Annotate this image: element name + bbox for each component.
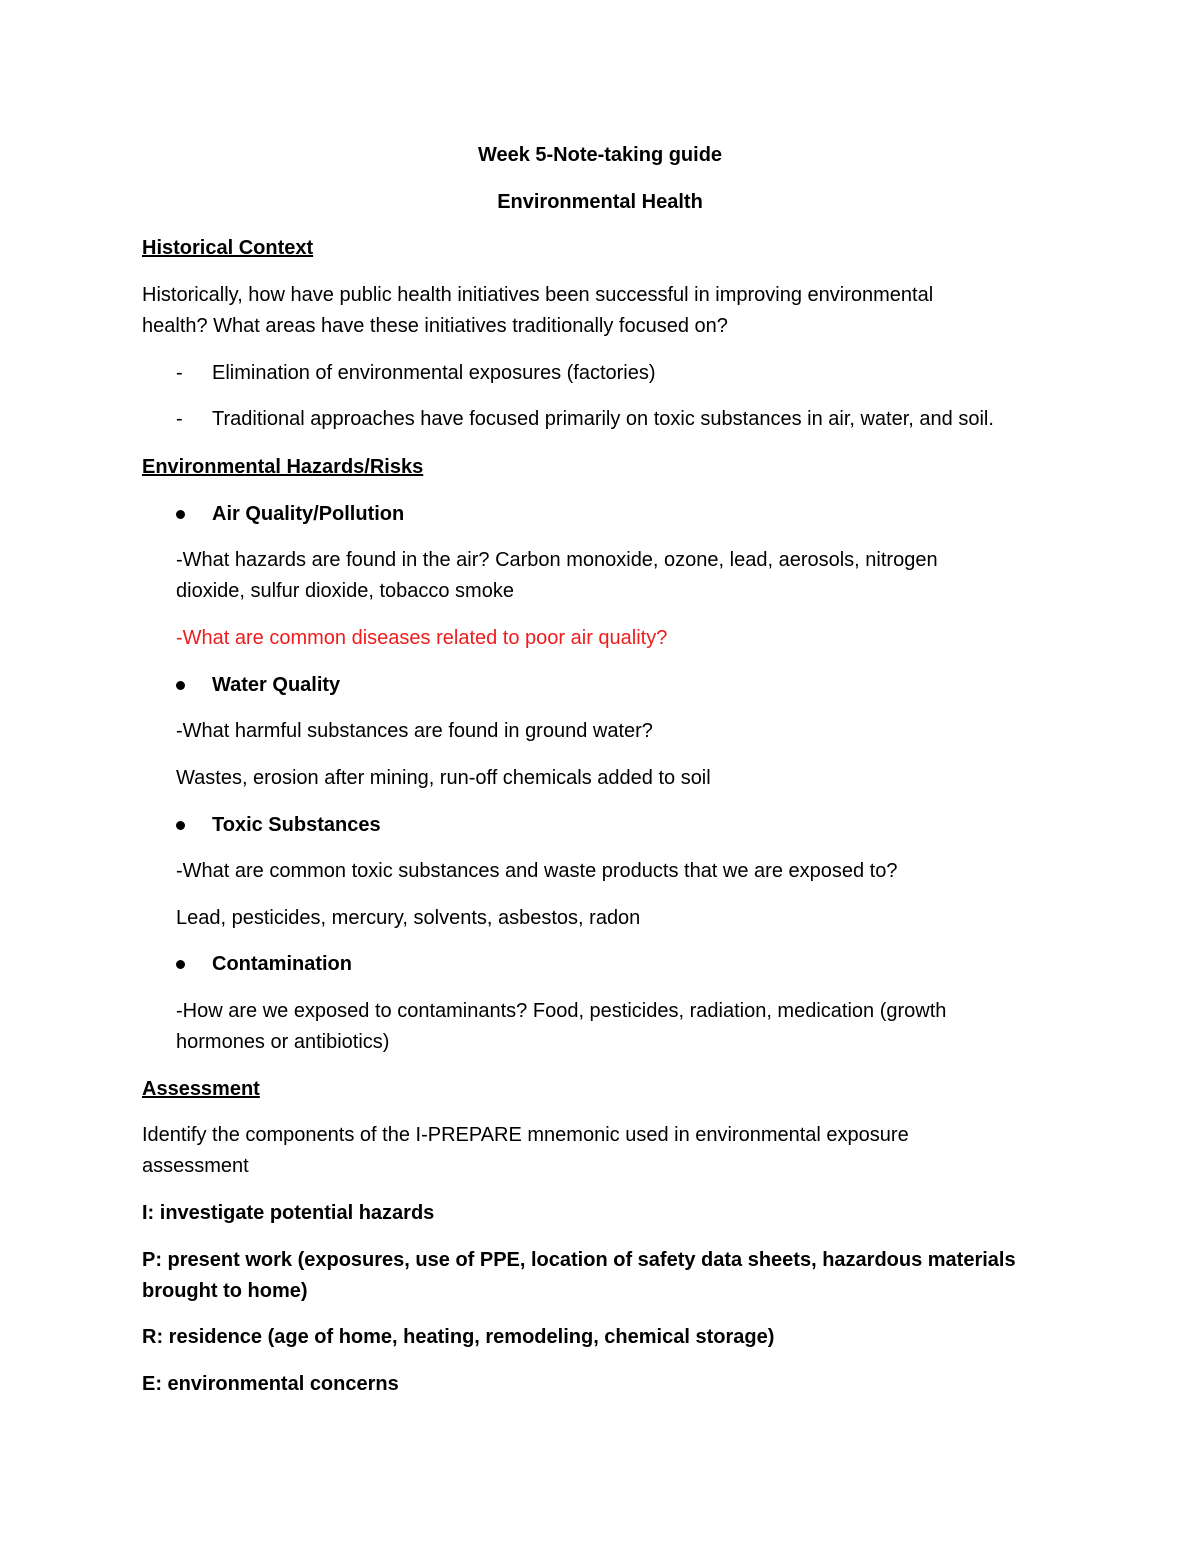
water-answer: Wastes, erosion after mining, run-off chemicals added to soil <box>176 767 711 789</box>
water-quality-title: Water Quality <box>212 674 341 696</box>
bullet-icon <box>176 821 185 830</box>
historical-item-1: Elimination of environmental exposures (factories) <box>212 362 656 384</box>
assessment-intro-line-2: assessment <box>142 1155 249 1177</box>
dash-marker: - <box>176 408 183 430</box>
bullet-icon <box>176 960 185 969</box>
historical-question-line-2: health? What areas have these initiatives traditionally focused on? <box>142 315 728 337</box>
contamination-question-line-2: hormones or antibiotics) <box>176 1031 390 1053</box>
toxic-answer: Lead, pesticides, mercury, solvents, asbestos, radon <box>176 907 641 929</box>
hazards-heading: Environmental Hazards/Risks <box>142 456 424 478</box>
historical-question-line-1: Historically, how have public health initiatives been successful in improving environmental <box>142 284 934 306</box>
contamination-question-line-1: -How are we exposed to contaminants? Food, pesticides, radiation, medication (growth <box>176 1000 947 1022</box>
assessment-intro-line-1: Identify the components of the I-PREPARE mnemonic used in environmental exposure <box>142 1124 909 1146</box>
water-question: -What harmful substances are found in ground water? <box>176 720 653 742</box>
air-disease-question: -What are common diseases related to poor air quality? <box>176 627 668 649</box>
toxic-question: -What are common toxic substances and waste products that we are exposed to? <box>176 860 898 882</box>
bullet-icon <box>176 510 185 519</box>
toxic-substances-title: Toxic Substances <box>212 814 381 836</box>
document-subtitle: Environmental Health <box>497 191 703 213</box>
historical-context-heading: Historical Context <box>142 237 314 259</box>
mnemonic-p-line-1: P: present work (exposures, use of PPE, location of safety data sheets, hazardous materials <box>142 1249 1016 1271</box>
mnemonic-e: E: environmental concerns <box>142 1373 399 1395</box>
contamination-title: Contamination <box>212 953 352 975</box>
dash-marker: - <box>176 362 183 384</box>
document-title: Week 5-Note-taking guide <box>477 144 723 166</box>
air-question-line-1: -What hazards are found in the air? Carbon monoxide, ozone, lead, aerosols, nitrogen <box>176 549 938 571</box>
air-question-line-2: dioxide, sulfur dioxide, tobacco smoke <box>176 580 514 602</box>
air-quality-title: Air Quality/Pollution <box>212 503 405 525</box>
mnemonic-p-line-2: brought to home) <box>142 1280 308 1302</box>
assessment-heading: Assessment <box>142 1078 260 1100</box>
mnemonic-r: R: residence (age of home, heating, remodeling, chemical storage) <box>142 1326 775 1348</box>
bullet-icon <box>176 681 185 690</box>
historical-item-2: Traditional approaches have focused primarily on toxic substances in air, water, and soil. <box>212 408 994 430</box>
mnemonic-i: I: investigate potential hazards <box>142 1202 435 1224</box>
